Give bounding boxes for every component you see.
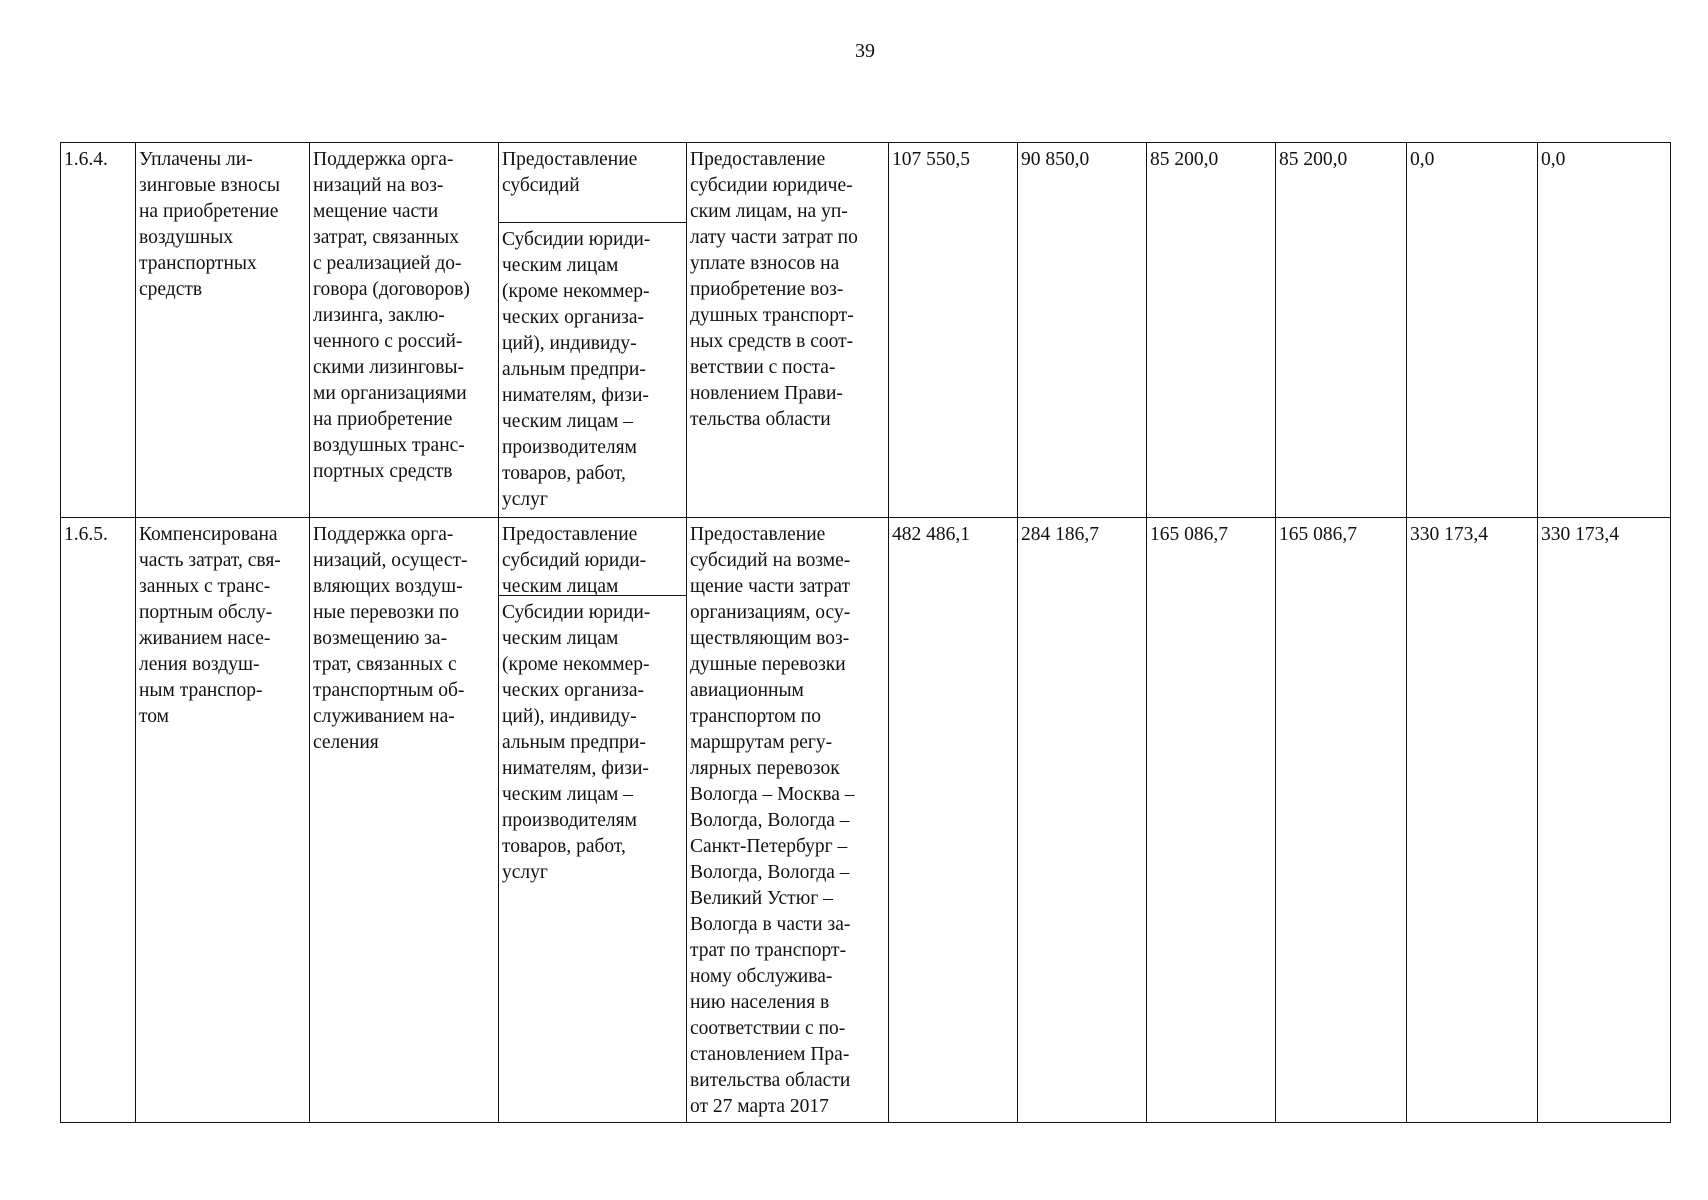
type-header-text: Предоставление [502,524,638,545]
value-cell: 330 173,4 [1407,518,1538,1123]
result-text: портным обслу- [139,602,273,623]
row-code-cell [61,143,136,518]
type-cell [499,518,687,1123]
result-text: часть затрат, свя- [139,550,281,571]
measure-text: низаций, осущест- [313,550,468,571]
measure-text: скими лизинговы- [313,357,465,378]
value-cell: 330 173,4 [1538,518,1671,1123]
type-detail-text: ческим лицам – [502,411,633,432]
type-detail-text: производителям [502,810,637,831]
type-header-text: Предоставление [502,149,638,170]
description-text: приобретение воз- [690,279,844,300]
measure-text: Поддержка орга- [313,149,454,170]
description-text: Предоставление [690,524,826,545]
description-text: от 27 марта 2017 [690,1096,829,1117]
value-cell: 85 200,0 [1147,143,1276,518]
type-header [499,518,686,596]
description-text: ветствии с поста- [690,357,836,378]
description-text: Вологда – Москва – [690,784,855,805]
description-text: Вологда в части за- [690,914,851,935]
description-text: Вологда, Вологда – [690,862,850,883]
value-cell: 0,0 [1538,143,1671,518]
description-text: новлением Прави- [690,383,843,404]
type-detail-text: альным предпри- [502,359,646,380]
type-detail-text: услуг [502,862,548,883]
measure-text: ченного с россий- [313,331,463,352]
page-number: 39 [855,40,875,62]
type-detail-text: ческим лицам – [502,784,633,805]
type-detail-text: (кроме некоммер- [502,281,650,302]
type-detail-text: ческих организа- [502,307,645,328]
type-header-text: субсидий [502,175,580,196]
type-header [499,143,686,223]
type-detail-text: товаров, работ, [502,463,626,484]
description-text: Вологда, Вологда – [690,810,850,831]
type-detail-text: (кроме некоммер- [502,654,650,675]
description-text: вительства области [690,1070,851,1091]
description-text: уплате взносов на [690,253,840,274]
measure-text: низаций на воз- [313,175,444,196]
result-text: зинговые взносы [139,175,281,196]
type-detail-text: Субсидии юриди- [502,229,651,250]
description-cell [687,518,889,1123]
type-detail-text: Субсидии юриди- [502,602,651,623]
description-text: Предоставление [690,149,826,170]
measure-text: ные перевозки по [313,602,460,623]
value-cell: 482 486,1 [889,518,1018,1123]
type-detail-text: ческим лицам [502,628,619,649]
description-text: организациям, осу- [690,602,851,623]
description-text: ским лицам, на уп- [690,201,848,222]
description-text: маршрутам регу- [690,732,833,753]
type-detail-text: производителям [502,437,637,458]
description-text: ных средств в соот- [690,331,854,352]
description-text: субсидий на возме- [690,550,851,571]
result-text: транспортных [139,253,257,274]
row-code: 1.6.4. [64,149,108,170]
value-cell: 107 550,5 [889,143,1018,518]
type-detail-text: нимателям, физи- [502,385,649,406]
description-text: транспортом по [690,706,821,727]
description-text: Великий Устюг – [690,888,833,909]
type-detail [499,596,686,888]
measure-text: лизинга, заклю- [313,305,445,326]
type-header-text: ческим лицам [502,576,619,597]
measure-text: говора (договоров) [313,279,470,300]
result-text: Уплачены ли- [139,149,253,170]
result-text: занных с транс- [139,576,271,597]
value-cell: 0,0 [1407,143,1538,518]
description-text: ному обслужива- [690,966,833,987]
measure-text: затрат, связанных [313,227,459,248]
type-detail-text: ций), индивиду- [502,706,637,727]
description-text: нию населения в [690,992,830,1013]
type-detail [499,223,686,515]
type-header-text: субсидий юриди- [502,550,647,571]
description-text: Санкт-Петербург – [690,836,848,857]
value-cell: 90 850,0 [1018,143,1147,518]
measure-text: вляющих воздуш- [313,576,463,597]
result-text: том [139,706,169,727]
measure-text: мещение части [313,201,439,222]
value-cell: 85 200,0 [1276,143,1407,518]
measure-cell [310,143,499,518]
description-text: тельства области [690,409,831,430]
type-detail-text: ческим лицам [502,255,619,276]
measure-cell [310,518,499,1123]
description-text: ществляющим воз- [690,628,850,649]
description-text: авиационным [690,680,804,701]
table-row [61,143,1671,518]
type-detail-text: товаров, работ, [502,836,626,857]
type-detail-text: ческих организа- [502,680,645,701]
table-row [61,518,1671,1123]
budget-table [60,142,1671,1123]
row-code: 1.6.5. [64,524,108,545]
type-detail-text: услуг [502,489,548,510]
result-text: средств [139,279,203,300]
result-text: Компенсирована [139,524,278,545]
measure-text: возмещению за- [313,628,448,649]
value-cell: 284 186,7 [1018,518,1147,1123]
value-cell: 165 086,7 [1147,518,1276,1123]
type-detail-text: нимателям, физи- [502,758,649,779]
description-text: лярных перевозок [690,758,840,779]
type-cell [499,143,687,518]
type-detail-text: ций), индивиду- [502,333,637,354]
description-text: щение части затрат [690,576,851,597]
result-text: ным транспор- [139,680,263,701]
measure-text: воздушных транс- [313,435,465,456]
measure-text: портных средств [313,461,453,482]
row-code-cell [61,518,136,1123]
measure-text: трат, связанных с [313,654,457,675]
description-text: соответствии с по- [690,1018,846,1039]
result-cell [136,518,310,1123]
result-text: воздушных [139,227,234,248]
measure-text: с реализацией до- [313,253,462,274]
value-cell: 165 086,7 [1276,518,1407,1123]
result-text: живанием насе- [139,628,271,649]
description-text: лату части затрат по [690,227,858,248]
result-cell [136,143,310,518]
measure-text: на приобретение [313,409,453,430]
measure-text: селения [313,732,379,753]
description-cell [687,143,889,518]
description-text: субсидии юридиче- [690,175,853,196]
measure-text: ми организациями [313,383,467,404]
result-text: на приобретение [139,201,279,222]
description-text: трат по транспорт- [690,940,847,961]
description-text: душные перевозки [690,654,846,675]
measure-text: транспортным об- [313,680,465,701]
description-text: становлением Пра- [690,1044,850,1065]
result-text: ления воздуш- [139,654,260,675]
measure-text: служиванием на- [313,706,455,727]
measure-text: Поддержка орга- [313,524,454,545]
description-text: душных транспорт- [690,305,854,326]
type-detail-text: альным предпри- [502,732,646,753]
